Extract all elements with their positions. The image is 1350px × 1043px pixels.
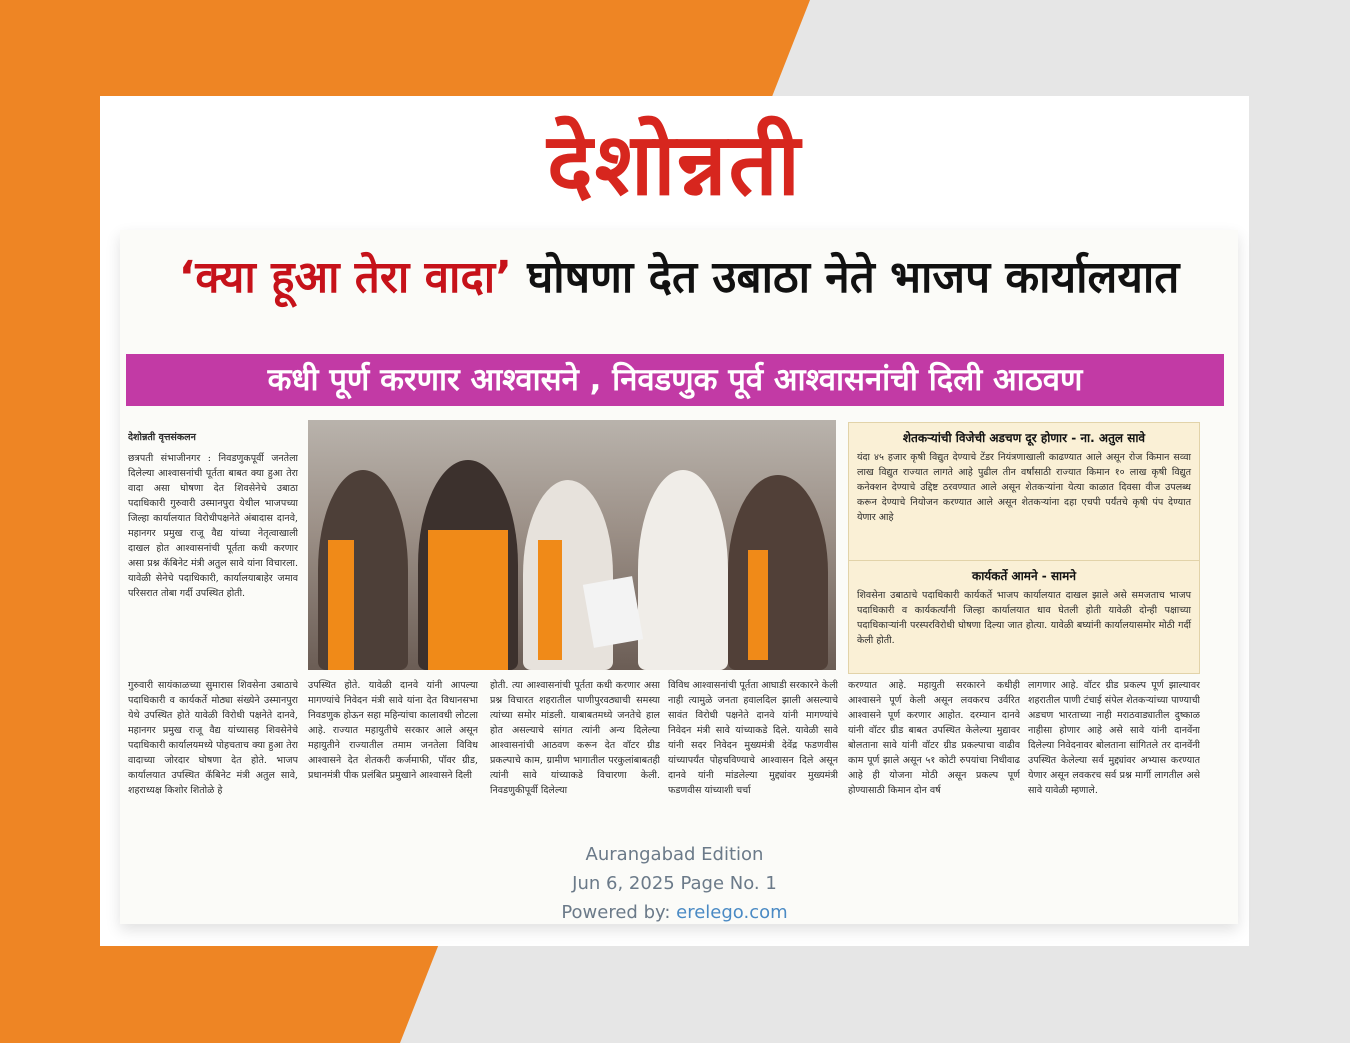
news-clipping	[120, 230, 1238, 924]
photo-scarf	[748, 550, 768, 660]
article-column-1-bottom: गुरुवारी सायंकाळच्या सुमारास शिवसेना उबाठाचे पदाधिकारी व कार्यकर्ते मोठ्या संख्येने उस्मानपुरा येथे उपस्थित होते यावेळी विरोधी पक्षनेते दानवे, महानगर प्रमुख राजू वैद्य यांच्यासह शिवसेनेचे पदाधिकारी कार्यालयमध्ये पोहचताच क्या हुआ तेरा वादाच्या जोरदार घोषणा देत होते. भाजप कार्यालयात उपस्थित कॅबिनेट मंत्री अतुल सावे, शहराध्यक्ष किशोर शितोळे हे	[128, 680, 298, 796]
epaper-clip-card	[100, 96, 1249, 946]
article-column-6: लागणार आहे. वॉटर ग्रीड प्रकल्प पूर्ण झाल्यावर शहरातील पाणी टंचाई संपेल शेतकऱ्यांच्या पाण्याची अडचण भारताच्या नाही मराठवाड्यातील दुष्काळ नाहीसा होणार आहे असे सावे यांनी दानवेंना दिलेल्या निवेदनावर बोलताना सांगितले तर दानवेंनी उपस्थित केलेल्या सर्व मुद्द्यांवर अभ्यास करण्यात येणार असून लवकरच सर्व प्रश्न मार्गी लागतील असे सावे यावेळी म्हणाले.	[1028, 680, 1200, 796]
headline-rest: घोषणा देत उबाठा नेते भाजप कार्यालयात	[527, 252, 1180, 303]
photo-document	[583, 576, 643, 648]
box-heading: कार्यकर्ते आमने - सामने	[971, 569, 1076, 583]
edition-date-page: Jun 6, 2025 Page No. 1	[572, 873, 777, 894]
photo-person	[728, 475, 828, 670]
edition-footer	[100, 840, 1249, 927]
newspaper-masthead: देशोन्नती	[547, 115, 802, 215]
byline: देशोन्नती वृत्तसंकलन	[128, 432, 196, 443]
photo-scarf	[538, 540, 562, 660]
headline	[120, 238, 1238, 318]
photo-person	[638, 470, 728, 670]
photo-scarf	[328, 540, 354, 670]
news-photo	[308, 420, 836, 670]
article-column-5: करण्यात आहे. महायुती सरकारने कधीही आश्वासने पूर्ण केली असून लवकरच उर्वरित आश्वासने पूर्ण करणार आहोत. दरम्यान दानवे यांनी वॉटर ग्रीड बाबत उपस्थित केलेल्या मुद्यावर बोलताना सावे यांनी वॉटर ग्रीड प्रकल्पाचा वाढीव काम पूर्ण झाले असून ५१ कोटी रुपयांचा निधीवाढ आहे ही योजना मोठी असून प्रकल्प पूर्ण होण्यासाठी किमान दोन वर्ष	[848, 680, 1020, 796]
box-text: शिवसेना उबाठाचे पदाधिकारी कार्यकर्ते भाजप कार्यालयात दाखल झाले असे समजताच भाजप पदाधिकारी व कार्यकर्त्यांनी जिल्हा कार्यालयात धाव घेतली होती यावेळी दोन्ही पक्षाच्या पदाधिकाऱ्यांनी परस्परविरोधी घोषणा दिल्या जात होत्या. यावेळी बघ्यांनी कार्यालयासमोर मोठी गर्दी केली होती.	[857, 590, 1191, 646]
box-text: यंदा ४५ हजार कृषी विद्युत देण्याचे टेंडर नियंत्रणाखाली काढण्यात आले असून रोज किमान सव्वा लाख विद्युत राज्यात लागते आहे पुढील तीन वर्षांसाठी राज्यात किमान १० लाख कृषी विद्युत कनेक्शन देण्याचे उद्दिष्ट ठरवण्यात आले असून शेतकऱ्यांना येत्या काळात दिवसा वीज उपलब्ध करून देण्याचे नियोजन करण्यात आले असून शेतकऱ्यांना दहा एचपी पर्यंतचे कृषी पंप देण्यात येणार आहे	[857, 452, 1191, 523]
photo-scarf	[428, 530, 508, 670]
sidebar-box-electricity	[848, 422, 1200, 566]
edition-name: Aurangabad Edition	[585, 844, 764, 865]
article-column-3: होती. त्या आश्वासनांची पूर्तता कधी करणार असा प्रश्न विचारत शहरातील पाणीपुरवठ्याची समस्या त्यांच्या समोर मांडली. याबाबतमध्ये जनतेचे हाल होत असल्याचे सांगत त्यांनी अन्य दिलेल्या आश्वासनांची आठवण करून देत वॉटर ग्रीड प्रकल्पाचे काम, ग्रामीण भागातील परकुलांबाबतही त्यांनी सावे यांच्याकडे विचारणा केली. निवडणुकीपूर्वी दिलेल्या	[490, 680, 660, 796]
powered-by	[100, 898, 1249, 927]
powered-by-link[interactable]: erelego.com	[676, 902, 788, 923]
box-heading: शेतकऱ्यांची विजेची अडचण दूर होणार - ना. अतुल सावे	[902, 431, 1146, 445]
article-column-2: उपस्थित होते. यावेळी दानवे यांनी आपल्या मागण्यांचे निवेदन मंत्री सावे यांना देत विधानसभा निवडणुक होऊन सहा महिन्यांचा कालावधी लोटला आहे. राज्यात महायुतीचे सरकार आले असून महायुतीने राज्यातील तमाम जनतेला विविध आश्वासने देत शेतकरी कर्जमाफी, पॉवर ग्रीड, प्रधानमंत्री पीक प्रलंबित प्रमुखाने आश्वासने दिली	[308, 680, 478, 781]
headline-quoted: ‘क्या हूआ तेरा वादा’	[178, 252, 512, 303]
subheadline-bar: कधी पूर्ण करणार आश्वासने , निवडणुक पूर्व आश्वासनांची दिली आठवण	[126, 354, 1224, 406]
powered-by-label: Powered by:	[561, 902, 671, 923]
article-column-1-top	[128, 430, 298, 670]
column-text: छत्रपती संभाजीनगर : निवडणुकपूर्वी जनतेला दिलेल्या आश्वासनांची पूर्तता बाबत क्या हुआ तेरा वादा असा घोषणा देत शिवसेनेचे उबाठा पदाधिकारी गुरुवारी उस्मानपुरा येथील भाजपच्या जिल्हा कार्यालयात विरोधीपक्षनेते अंबादास दानवे, महानगर प्रमुख राजू वैद्य यांच्या नेतृत्वाखाली दाखल होत आश्वासनांची पूर्तता कधी करणार असा प्रश्न कॅबिनेट मंत्री अतुल सावे यांना विचारला. यावेळी सेनेचे पदाधिकारी, कार्यालयाबाहेर जमाव परिसरात तोबा गर्दी उपस्थित होती.	[128, 453, 298, 599]
sidebar-box-workers	[848, 560, 1200, 674]
article-column-4: विविध आश्वासनांची पूर्तता आघाडी सरकारने केली नाही त्यामुळे जनता हवालदिल झाली असल्याचे सावंत विरोधी पक्षनेते दानवे यांनी मागण्यांचे निवेदन मंत्री सावे यांच्याकडे दिले. यावेळी सावे यांनी सदर निवेदन मुख्यमंत्री देवेंद्र फडणवीस यांच्यापर्यंत पोहचविण्याचे आश्वासन दिले असून दानवे यांनी मांडलेल्या मुद्द्यांवर मुख्यमंत्री फडणवीस यांच्याशी चर्चा	[668, 680, 838, 796]
